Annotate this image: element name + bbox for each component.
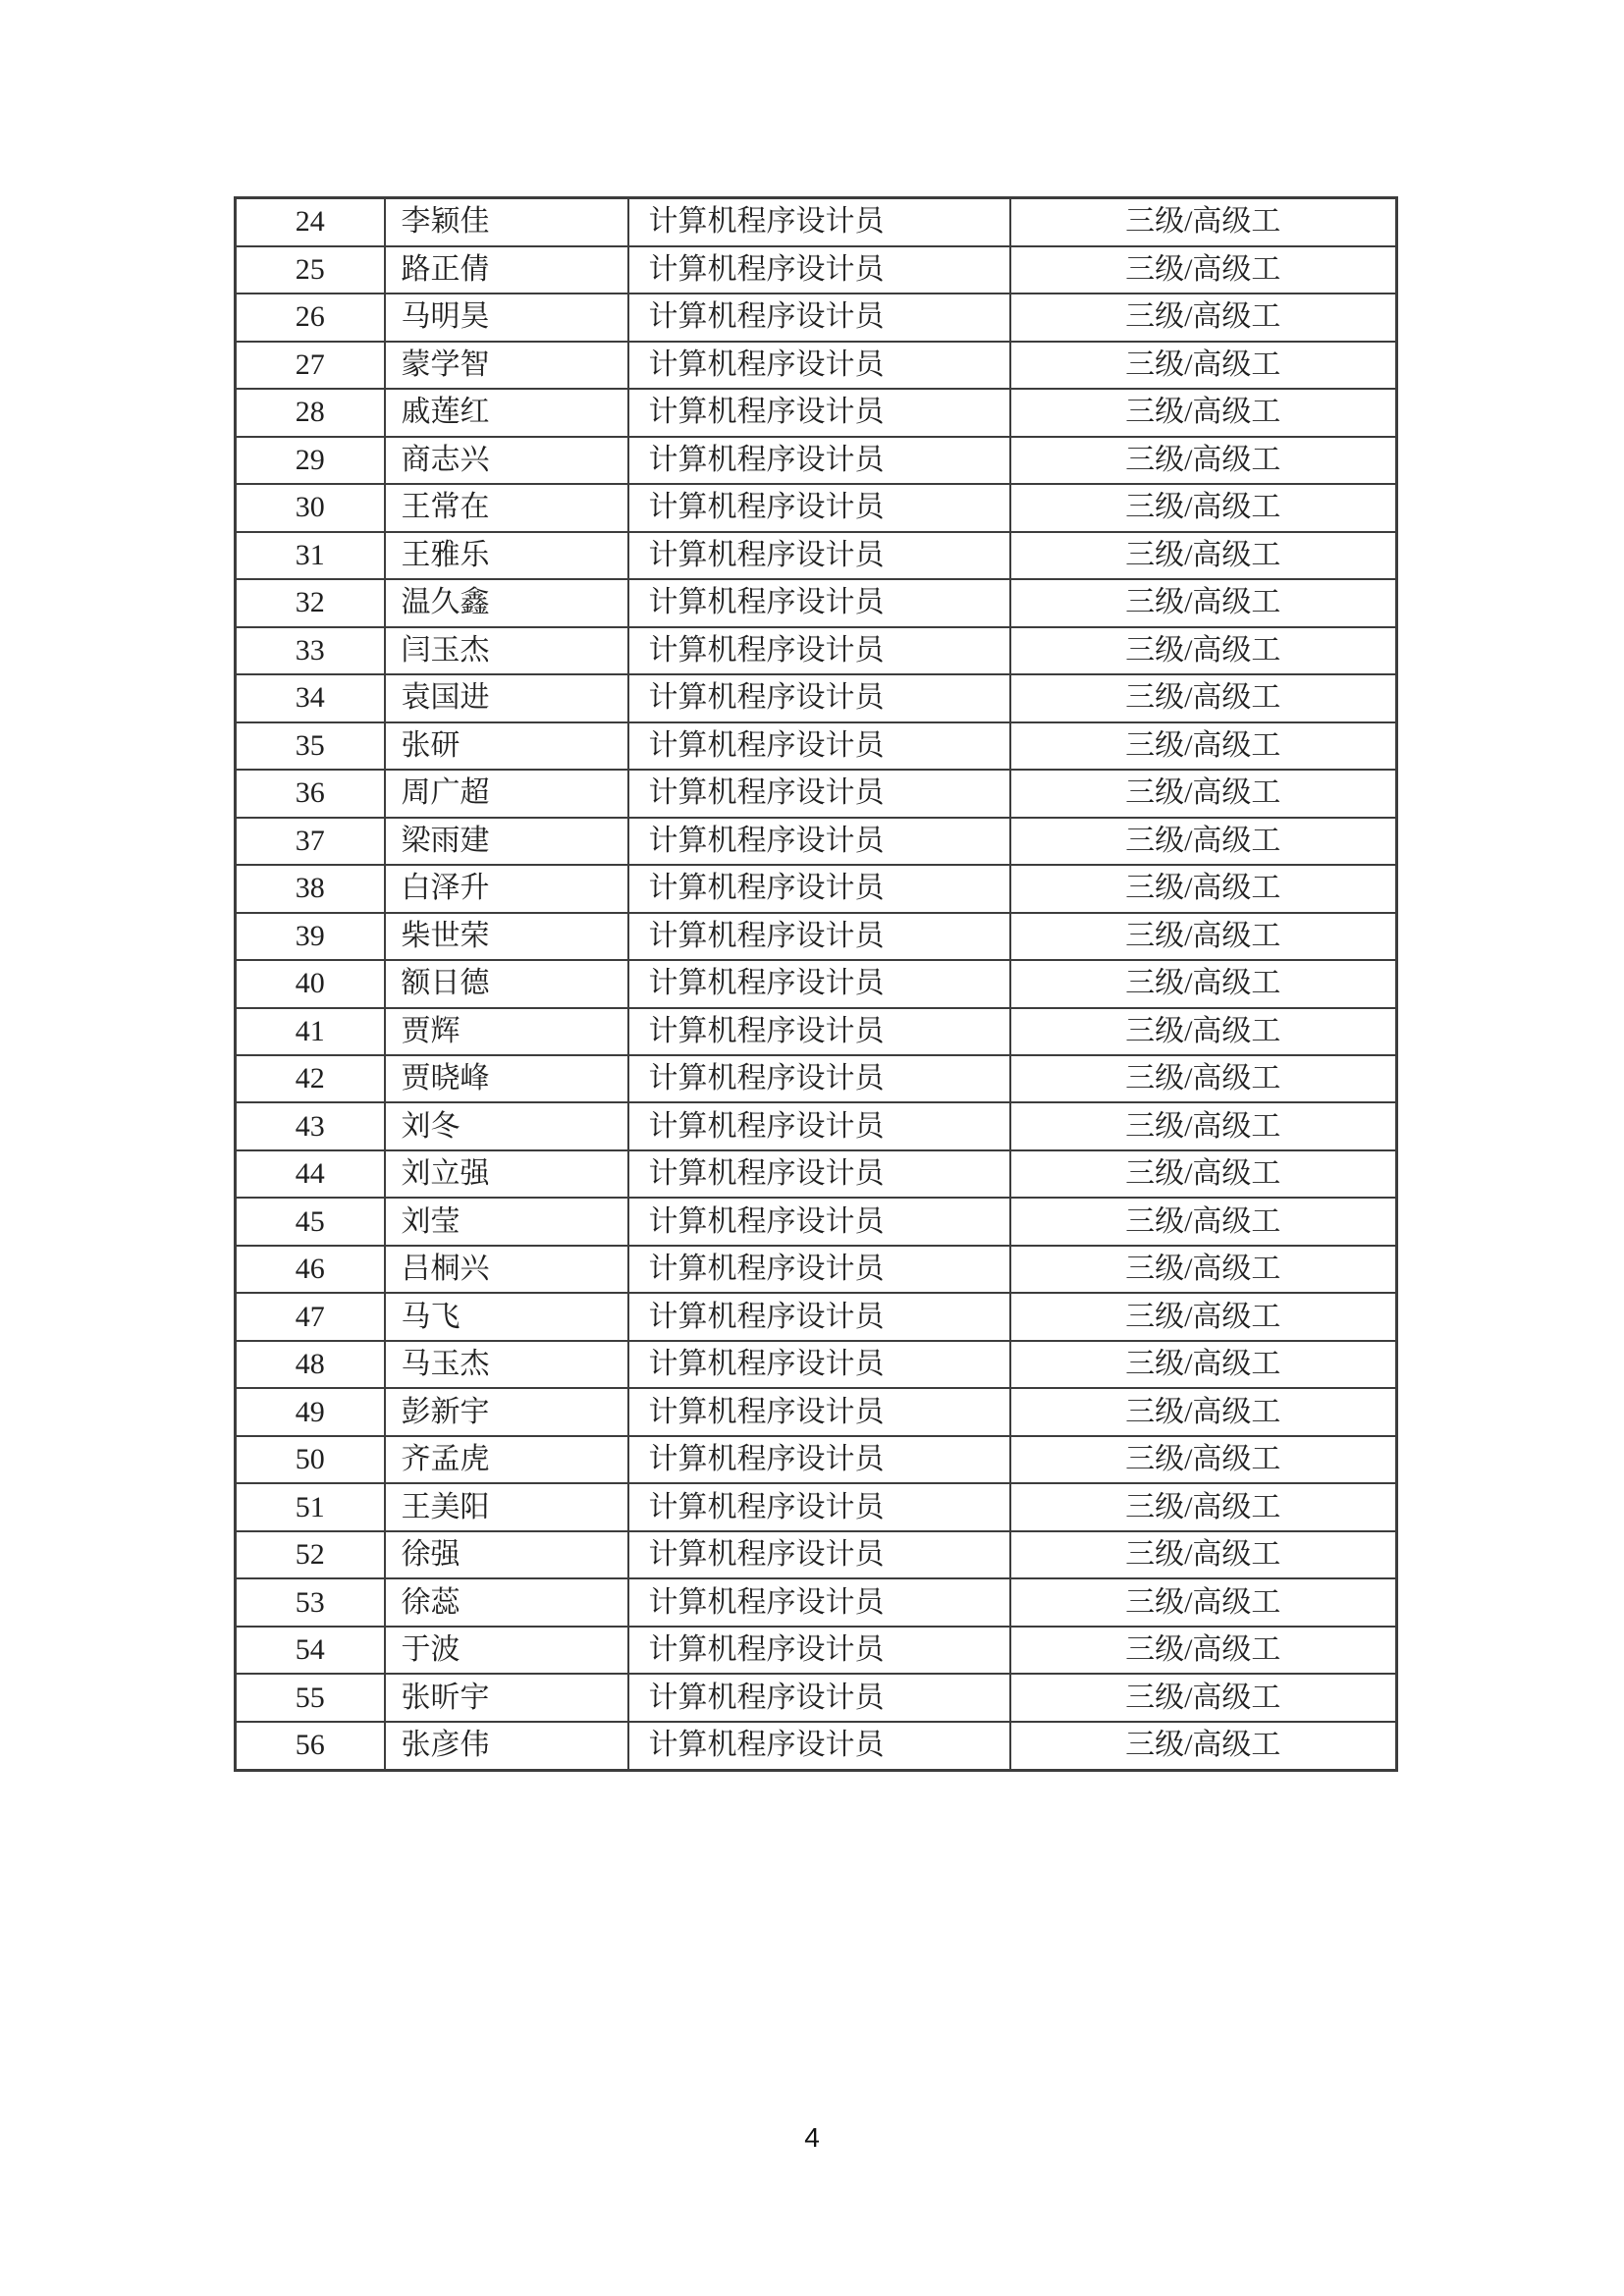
occupation-cell: 计算机程序设计员 <box>628 960 1010 1007</box>
row-number-cell: 28 <box>236 389 385 436</box>
occupation-cell: 计算机程序设计员 <box>628 294 1010 341</box>
occupation-cell: 计算机程序设计员 <box>628 579 1010 626</box>
table-row <box>236 246 1397 294</box>
table-row <box>236 1102 1397 1149</box>
person-name-cell: 徐强 <box>385 1531 628 1578</box>
person-name-cell: 戚莲红 <box>385 389 628 436</box>
table-row <box>236 1293 1397 1340</box>
skill-level-cell: 三级/高级工 <box>1010 1388 1397 1435</box>
skill-level-cell: 三级/高级工 <box>1010 532 1397 579</box>
row-number-cell: 43 <box>236 1102 385 1149</box>
row-number-cell: 37 <box>236 818 385 865</box>
table-row <box>236 1436 1397 1483</box>
skill-level-cell: 三级/高级工 <box>1010 294 1397 341</box>
skill-level-cell: 三级/高级工 <box>1010 865 1397 912</box>
row-number-cell: 39 <box>236 913 385 960</box>
skill-level-cell: 三级/高级工 <box>1010 627 1397 674</box>
person-name-cell: 张研 <box>385 722 628 770</box>
row-number-cell: 32 <box>236 579 385 626</box>
row-number-cell: 27 <box>236 342 385 389</box>
table-row <box>236 579 1397 626</box>
table-row <box>236 1198 1397 1245</box>
person-name-cell: 张昕宇 <box>385 1674 628 1721</box>
table-row <box>236 389 1397 436</box>
table-row <box>236 1627 1397 1674</box>
table-row <box>236 865 1397 912</box>
skill-level-cell: 三级/高级工 <box>1010 1436 1397 1483</box>
skill-level-cell: 三级/高级工 <box>1010 1627 1397 1674</box>
table-row <box>236 484 1397 531</box>
row-number-cell: 52 <box>236 1531 385 1578</box>
skill-level-cell: 三级/高级工 <box>1010 246 1397 294</box>
row-number-cell: 54 <box>236 1627 385 1674</box>
occupation-cell: 计算机程序设计员 <box>628 532 1010 579</box>
skill-level-cell: 三级/高级工 <box>1010 1150 1397 1198</box>
table-row <box>236 960 1397 1007</box>
page-number: 4 <box>804 2122 820 2153</box>
person-name-cell: 刘立强 <box>385 1150 628 1198</box>
occupation-cell: 计算机程序设计员 <box>628 722 1010 770</box>
person-name-cell: 彭新宇 <box>385 1388 628 1435</box>
row-number-cell: 51 <box>236 1483 385 1530</box>
skill-level-cell: 三级/高级工 <box>1010 1341 1397 1388</box>
table-row <box>236 722 1397 770</box>
skill-level-cell: 三级/高级工 <box>1010 770 1397 817</box>
skill-level-cell: 三级/高级工 <box>1010 1055 1397 1102</box>
table-row <box>236 437 1397 484</box>
occupation-cell: 计算机程序设计员 <box>628 1674 1010 1721</box>
table-row <box>236 1722 1397 1771</box>
table-row <box>236 1674 1397 1721</box>
occupation-cell: 计算机程序设计员 <box>628 1483 1010 1530</box>
skill-level-cell: 三级/高级工 <box>1010 1293 1397 1340</box>
skill-level-cell: 三级/高级工 <box>1010 579 1397 626</box>
skill-level-cell: 三级/高级工 <box>1010 1198 1397 1245</box>
table-row <box>236 532 1397 579</box>
row-number-cell: 24 <box>236 198 385 246</box>
person-name-cell: 柴世荣 <box>385 913 628 960</box>
skill-level-cell: 三级/高级工 <box>1010 722 1397 770</box>
table-row <box>236 1388 1397 1435</box>
table-row <box>236 1578 1397 1626</box>
table-row <box>236 198 1397 246</box>
occupation-cell: 计算机程序设计员 <box>628 1293 1010 1340</box>
occupation-cell: 计算机程序设计员 <box>628 1531 1010 1578</box>
table-row <box>236 818 1397 865</box>
skill-level-cell: 三级/高级工 <box>1010 1722 1397 1771</box>
occupation-cell: 计算机程序设计员 <box>628 1150 1010 1198</box>
occupation-cell: 计算机程序设计员 <box>628 1341 1010 1388</box>
row-number-cell: 34 <box>236 674 385 721</box>
person-name-cell: 刘莹 <box>385 1198 628 1245</box>
person-name-cell: 马明昊 <box>385 294 628 341</box>
skill-level-cell: 三级/高级工 <box>1010 342 1397 389</box>
person-name-cell: 白泽升 <box>385 865 628 912</box>
occupation-cell: 计算机程序设计员 <box>628 1198 1010 1245</box>
table-row <box>236 342 1397 389</box>
person-name-cell: 王常在 <box>385 484 628 531</box>
occupation-cell: 计算机程序设计员 <box>628 770 1010 817</box>
person-name-cell: 徐蕊 <box>385 1578 628 1626</box>
person-name-cell: 于波 <box>385 1627 628 1674</box>
person-name-cell: 周广超 <box>385 770 628 817</box>
occupation-cell: 计算机程序设计员 <box>628 1436 1010 1483</box>
table-row <box>236 674 1397 721</box>
person-name-cell: 贾辉 <box>385 1008 628 1055</box>
table-row <box>236 1008 1397 1055</box>
skill-level-cell: 三级/高级工 <box>1010 1102 1397 1149</box>
skill-level-cell: 三级/高级工 <box>1010 1483 1397 1530</box>
person-name-cell: 张彦伟 <box>385 1722 628 1771</box>
table-row <box>236 1055 1397 1102</box>
person-name-cell: 温久鑫 <box>385 579 628 626</box>
row-number-cell: 50 <box>236 1436 385 1483</box>
occupation-cell: 计算机程序设计员 <box>628 674 1010 721</box>
skill-level-cell: 三级/高级工 <box>1010 1008 1397 1055</box>
person-name-cell: 闫玉杰 <box>385 627 628 674</box>
row-number-cell: 35 <box>236 722 385 770</box>
skill-level-cell: 三级/高级工 <box>1010 437 1397 484</box>
roster-table <box>234 196 1398 1772</box>
roster-body <box>236 198 1397 1771</box>
skill-level-cell: 三级/高级工 <box>1010 674 1397 721</box>
table-row <box>236 1246 1397 1293</box>
occupation-cell: 计算机程序设计员 <box>628 818 1010 865</box>
person-name-cell: 商志兴 <box>385 437 628 484</box>
skill-level-cell: 三级/高级工 <box>1010 913 1397 960</box>
person-name-cell: 齐孟虎 <box>385 1436 628 1483</box>
skill-level-cell: 三级/高级工 <box>1010 198 1397 246</box>
person-name-cell: 马飞 <box>385 1293 628 1340</box>
row-number-cell: 46 <box>236 1246 385 1293</box>
person-name-cell: 梁雨建 <box>385 818 628 865</box>
skill-level-cell: 三级/高级工 <box>1010 1246 1397 1293</box>
occupation-cell: 计算机程序设计员 <box>628 484 1010 531</box>
skill-level-cell: 三级/高级工 <box>1010 818 1397 865</box>
occupation-cell: 计算机程序设计员 <box>628 865 1010 912</box>
occupation-cell: 计算机程序设计员 <box>628 246 1010 294</box>
person-name-cell: 路正倩 <box>385 246 628 294</box>
occupation-cell: 计算机程序设计员 <box>628 1246 1010 1293</box>
row-number-cell: 38 <box>236 865 385 912</box>
table-row <box>236 294 1397 341</box>
row-number-cell: 36 <box>236 770 385 817</box>
row-number-cell: 25 <box>236 246 385 294</box>
occupation-cell: 计算机程序设计员 <box>628 389 1010 436</box>
skill-level-cell: 三级/高级工 <box>1010 1674 1397 1721</box>
row-number-cell: 44 <box>236 1150 385 1198</box>
skill-level-cell: 三级/高级工 <box>1010 484 1397 531</box>
table-row <box>236 770 1397 817</box>
person-name-cell: 王美阳 <box>385 1483 628 1530</box>
row-number-cell: 55 <box>236 1674 385 1721</box>
person-name-cell: 额日德 <box>385 960 628 1007</box>
person-name-cell: 刘冬 <box>385 1102 628 1149</box>
row-number-cell: 48 <box>236 1341 385 1388</box>
row-number-cell: 40 <box>236 960 385 1007</box>
row-number-cell: 30 <box>236 484 385 531</box>
table-row <box>236 1531 1397 1578</box>
person-name-cell: 袁国进 <box>385 674 628 721</box>
occupation-cell: 计算机程序设计员 <box>628 1008 1010 1055</box>
person-name-cell: 李颖佳 <box>385 198 628 246</box>
row-number-cell: 53 <box>236 1578 385 1626</box>
person-name-cell: 蒙学智 <box>385 342 628 389</box>
skill-level-cell: 三级/高级工 <box>1010 960 1397 1007</box>
occupation-cell: 计算机程序设计员 <box>628 1388 1010 1435</box>
occupation-cell: 计算机程序设计员 <box>628 1578 1010 1626</box>
row-number-cell: 49 <box>236 1388 385 1435</box>
person-name-cell: 吕桐兴 <box>385 1246 628 1293</box>
occupation-cell: 计算机程序设计员 <box>628 627 1010 674</box>
row-number-cell: 47 <box>236 1293 385 1340</box>
occupation-cell: 计算机程序设计员 <box>628 1055 1010 1102</box>
occupation-cell: 计算机程序设计员 <box>628 1102 1010 1149</box>
row-number-cell: 41 <box>236 1008 385 1055</box>
person-name-cell: 王雅乐 <box>385 532 628 579</box>
occupation-cell: 计算机程序设计员 <box>628 1627 1010 1674</box>
occupation-cell: 计算机程序设计员 <box>628 913 1010 960</box>
occupation-cell: 计算机程序设计员 <box>628 1722 1010 1771</box>
skill-level-cell: 三级/高级工 <box>1010 1578 1397 1626</box>
row-number-cell: 42 <box>236 1055 385 1102</box>
table-row <box>236 913 1397 960</box>
skill-level-cell: 三级/高级工 <box>1010 389 1397 436</box>
person-name-cell: 马玉杰 <box>385 1341 628 1388</box>
table-row <box>236 627 1397 674</box>
skill-level-cell: 三级/高级工 <box>1010 1531 1397 1578</box>
row-number-cell: 33 <box>236 627 385 674</box>
table-row <box>236 1483 1397 1530</box>
row-number-cell: 26 <box>236 294 385 341</box>
row-number-cell: 31 <box>236 532 385 579</box>
table-row <box>236 1150 1397 1198</box>
occupation-cell: 计算机程序设计员 <box>628 198 1010 246</box>
row-number-cell: 29 <box>236 437 385 484</box>
row-number-cell: 56 <box>236 1722 385 1771</box>
table-row <box>236 1341 1397 1388</box>
row-number-cell: 45 <box>236 1198 385 1245</box>
person-name-cell: 贾晓峰 <box>385 1055 628 1102</box>
occupation-cell: 计算机程序设计员 <box>628 437 1010 484</box>
occupation-cell: 计算机程序设计员 <box>628 342 1010 389</box>
